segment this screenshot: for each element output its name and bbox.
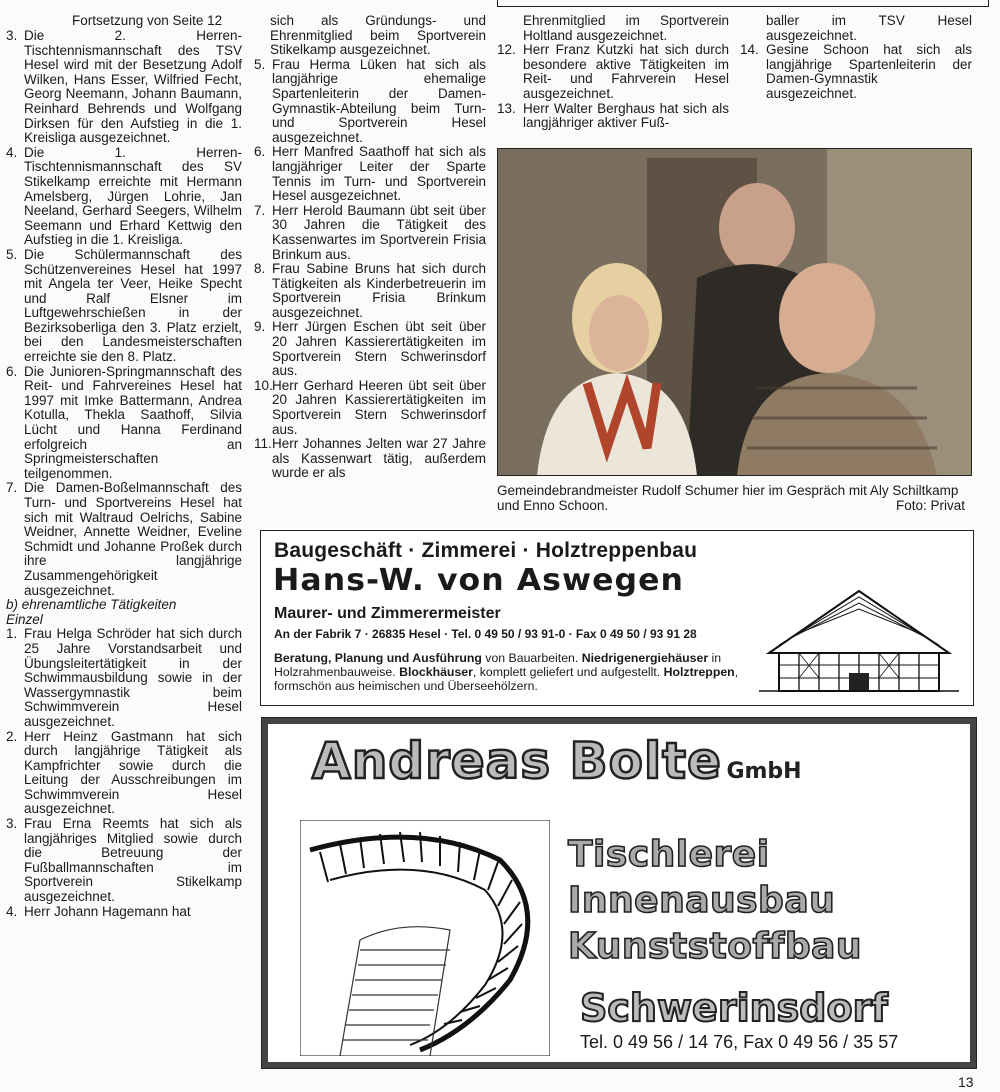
list-item — [254, 204, 486, 262]
house-illustration — [759, 583, 959, 698]
ad1-desc-part: Beratung, Planung und Ausführung — [274, 651, 482, 665]
subheading-volunteer: b) ehrenamtliche Tätigkeiten — [6, 597, 177, 613]
ad1-profession: Maurer- und Zimmerermeister — [274, 605, 501, 622]
item-number: 11. — [254, 436, 272, 452]
item-text: Die Damen-Boßelmannschaft des Turn- und Sportvereins Hesel hat sich mit Waltraud Oelrichs, Sabine Weidner, Annette Weidner, Eveline Schmidt und Johanne Proßek durch ihre langjährige Zusammengehörigkeit ausgezeichnet. — [24, 480, 242, 598]
list-c2 — [254, 58, 486, 481]
ad2-services — [568, 832, 862, 970]
list-item — [6, 248, 242, 365]
list-item — [254, 145, 486, 203]
item-number: 14. — [740, 42, 759, 58]
item-text: Frau Sabine Bruns hat sich durch Tätigkeiten als Kinderbetreuerin im Sportverein Frisia Brinkum ausgezeichnet. — [272, 261, 486, 320]
ad2-service: Tischlerei — [568, 834, 770, 875]
item-text: Herr Jürgen Eschen übt seit über 20 Jahren Kassierertätigkeiten im Sportverein Stern Schwerinsdorf aus. — [272, 319, 486, 379]
list-item — [497, 43, 729, 101]
ad1-company-name: Hans-W. von Aswegen — [273, 563, 685, 598]
item-text: Frau Helga Schröder hat sich durch 25 Jahre Vorstandsarbeit und Übungsleitertätigkeit in der Schwimmausbildung sowie in der Wassergymnastik beim Schwimmverein Hesel ausgezeichnet. — [24, 626, 242, 729]
list-item — [6, 627, 242, 729]
column-3 — [497, 14, 729, 131]
item-text: Frau Herma Lüken hat sich als langjährige ehemalige Spartenleiterin der Damen-Gymnastik-Abteilung beim Turn- und Sportverein Hesel ausgezeichnet. — [272, 56, 486, 145]
column-2-lead: sich als Gründungs- und Ehrenmitglied beim Sportverein Stikelkamp ausgezeichnet. — [270, 13, 486, 58]
list-item — [6, 146, 242, 248]
item-number: 10. — [254, 377, 273, 393]
list-item — [6, 730, 242, 818]
item-text: Die Junioren-Springmannschaft des Reit- und Fahrvereines Hesel hat 1997 mit Imke Battermann, Andrea Kotulla, Thekla Saathoff, Silvia Lücht und Hanna Ferdinand erfolgreich an Springmeisterschaften teilgenommen. — [24, 363, 242, 481]
item-number: 2. — [6, 728, 18, 744]
ad2-service: Innenausbau — [568, 880, 836, 921]
ad2-company-name: Andreas Bolte — [312, 732, 722, 790]
ad1-desc-part: Blockhäuser — [399, 665, 473, 679]
list-item — [254, 437, 486, 481]
ad1-desc-part: Niedrigenergiehäuser — [581, 651, 709, 665]
item-text: Herr Heinz Gastmann hat sich durch langjährige Tätigkeit als Kampfrichter sowie durch die Leitung der Ausschreibungen im Schwimmverein Hesel ausgezeichnet. — [24, 728, 242, 817]
item-number: 3. — [6, 816, 18, 832]
column-3-lead: Ehrenmitglied im Sportverein Holtland ausgezeichnet. — [523, 13, 729, 43]
item-number: 5. — [254, 56, 266, 72]
item-number: 4. — [6, 903, 18, 919]
ad1-desc-part: Holztreppen — [663, 665, 735, 679]
ad2-header — [312, 732, 802, 790]
item-number: 5. — [6, 246, 18, 262]
column-4-lead: baller im TSV Hesel ausgezeichnet. — [766, 13, 972, 43]
item-text: Frau Erna Reemts hat sich als langjähriges Mitglied sowie durch die Betreuung der Fußballmannschaften im Sportverein Stikelkamp ausgezeichnet. — [24, 816, 242, 905]
column-2 — [254, 14, 486, 481]
list-item — [6, 481, 242, 598]
ad-bolte — [262, 718, 976, 1068]
ad2-company-suffix: GmbH — [726, 759, 802, 784]
photo — [497, 148, 972, 476]
list-item — [254, 320, 486, 378]
ad1-desc-part: in Holzrahmenbauweise. — [274, 651, 722, 679]
item-number: 8. — [254, 261, 266, 277]
item-text: Herr Johann Hagemann hat — [24, 903, 191, 919]
list-item — [497, 102, 729, 131]
ad1-desc-part: , formschön aus heimischen und Überseehölzern. — [274, 665, 739, 693]
item-number: 4. — [6, 144, 18, 160]
photo-illustration — [497, 148, 972, 476]
item-number: 12. — [497, 42, 516, 58]
item-text: Die 1. Herren-Tischtennismannschaft des SV Stikelkamp erreichte mit Hermann Amelsberg, Jürgen Lohrie, Jan Neeland, Gerhard Seegers, Wilhelm Seemann und Erhard Kettwig den Aufstieg in die 1. Kreisliga. — [24, 144, 242, 248]
list-b — [6, 627, 242, 919]
column-4 — [740, 14, 972, 102]
page-number: 13 — [958, 1074, 974, 1090]
ad2-phone: Tel. 0 49 56 / 14 76, Fax 0 49 56 / 35 57 — [580, 1032, 899, 1052]
item-text: Herr Gerhard Heeren übt seit über 20 Jahren Kassierertätigkeiten im Sportverein Stern Schwerinsdorf aus. — [272, 377, 486, 437]
ad1-desc-part: , komplett geliefert und aufgestellt. — [472, 665, 664, 679]
ad2-service: Kunststoffbau — [568, 926, 863, 967]
item-number: 3. — [6, 28, 18, 43]
photo-credit: Foto: Privat — [896, 498, 966, 513]
top-strip-box — [497, 0, 989, 7]
list-item — [254, 379, 486, 437]
item-number: 6. — [6, 363, 18, 379]
caption-text: Gemeindebrandmeister Rudolf Schumer hier im Gespräch mit Aly Schiltkamp und Enno Schoon. — [497, 483, 959, 513]
item-text: Gesine Schoon hat sich als langjährige Spartenleiterin der Damen-Gymnastik ausgezeichnet. — [766, 42, 972, 101]
list-c3 — [497, 43, 729, 131]
ad1-description — [274, 651, 764, 693]
list-item — [6, 817, 242, 905]
ad1-desc-part: von Bauarbeiten. — [481, 651, 582, 665]
list-c4 — [740, 43, 972, 101]
list-item — [740, 43, 972, 101]
item-number: 9. — [254, 319, 266, 335]
item-text: Herr Herold Baumann übt seit über 30 Jahren die Tätigkeit des Kassenwartes im Sportverein Frisia Brinkum aus. — [272, 202, 486, 262]
ad-aswegen — [260, 530, 974, 706]
item-text: Herr Johannes Jelten war 27 Jahre als Kassenwart tätig, außerdem wurde er als — [272, 436, 486, 481]
list-item — [254, 58, 486, 146]
item-number: 1. — [6, 626, 18, 642]
ad1-trades: Baugeschäft · Zimmerei · Holztreppenbau — [274, 539, 698, 562]
item-text: Die Schülermannschaft des Schützenvereines Hesel hat 1997 mit Angela ter Veer, Heike Specht und Ralf Elsner im Luftgewehrschießen in der Bezirksoberliga den 3. Platz erzielt, bei den Landesmeisterschaften erreichte sie den 8. Platz. — [24, 246, 242, 365]
subheading-individual: Einzel — [6, 611, 43, 627]
item-text: Die 2. Herren-Tischtennismannschaft des TSV Hesel wird mit der Besetzung Adolf Wilken, Hans Esser, Wilfried Fecht, Georg Neemann, Johann Baumann, Reinhard Behrends und Wolfgang Dirksen für den Aufstieg in die 1. Kreisliga ausgezeichnet. — [24, 28, 242, 146]
continued-note: Fortsetzung von Seite 12 — [72, 13, 223, 28]
item-text: Herr Walter Berghaus hat sich als langjähriger aktiver Fuß- — [523, 100, 729, 131]
list-item — [254, 262, 486, 320]
item-text: Herr Manfred Saathoff hat sich als langjähriger Leiter der Sparte Tennis im Turn- und Sportverein Hesel ausgezeichnet. — [272, 144, 486, 204]
list-a — [6, 29, 242, 598]
list-item — [6, 29, 242, 146]
list-item — [6, 365, 242, 482]
item-number: 7. — [254, 202, 266, 218]
item-number: 6. — [254, 144, 266, 160]
ad2-town: Schwerinsdorf — [580, 986, 888, 1030]
ad1-address: An der Fabrik 7 · 26835 Hesel · Tel. 0 49 50 / 93 91-0 · Fax 0 49 50 / 93 91 28 — [274, 627, 697, 641]
item-number: 13. — [497, 100, 516, 116]
column-1 — [6, 29, 242, 919]
list-item — [6, 905, 242, 920]
staircase-illustration — [300, 820, 550, 1056]
item-number: 7. — [6, 480, 18, 496]
item-text: Herr Franz Kutzki hat sich durch besondere aktive Tätigkeiten im Reit- und Fahrverein Hesel ausgezeichnet. — [523, 42, 729, 101]
